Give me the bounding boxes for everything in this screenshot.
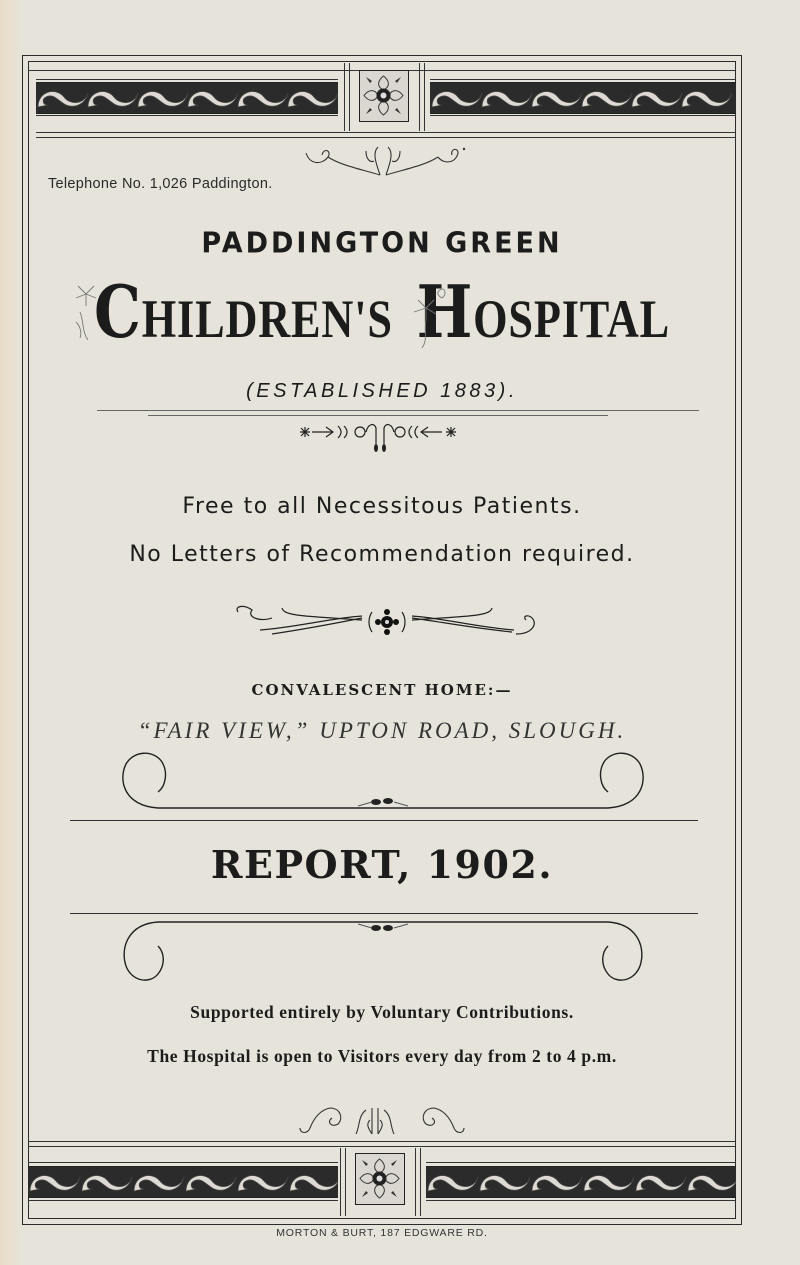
scroll-foliage-band-right: [426, 1166, 736, 1198]
top-band-rule-lower-left: [36, 115, 338, 116]
lily-flower-icon: [72, 282, 112, 342]
scroll-flourish-icon: [300, 143, 470, 179]
top-pillar-left: [344, 63, 345, 131]
bottom-rosette-tile: [355, 1153, 405, 1205]
footer-top-rule-2: [28, 1146, 736, 1147]
scroll-foliage-band-left: [28, 1166, 338, 1198]
scroll-bracket-top-icon: [118, 750, 648, 815]
printer-imprint: MORTON & BURT, 187 EDGWARE RD.: [276, 1227, 488, 1239]
top-band-rule-upper-right: [430, 79, 736, 80]
rosette-icon: [356, 1154, 403, 1203]
scroll-bracket-bottom-icon: [118, 918, 648, 988]
arrow-scroll-flourish-icon: [296, 418, 478, 454]
top-pillar-right-2: [424, 63, 425, 131]
lily-flower-icon: [410, 280, 450, 350]
scroll-foliage-band-left: [36, 82, 338, 114]
header-bottom-rule-2: [36, 137, 736, 138]
divider-rule-2: [148, 415, 608, 416]
illuminated-initial-c: C: [93, 269, 142, 354]
report-rule-bottom: [70, 913, 698, 914]
voluntary-contributions-line: Supported entirely by Voluntary Contributions.: [190, 1002, 574, 1022]
no-letters-required: No Letters of Recommendation required.: [129, 542, 635, 567]
title-word-childrens: HILDREN'S: [141, 289, 393, 349]
bottom-pillar-right-2: [420, 1148, 421, 1216]
top-band-rule-upper-left: [36, 79, 338, 80]
scroll-foliage-band-right: [430, 82, 736, 114]
bottom-band-rule-lower-left: [28, 1200, 338, 1201]
bottom-band-rule-upper-right: [426, 1162, 736, 1163]
illuminated-initial-h: H: [416, 269, 474, 354]
rosette-icon: [360, 71, 407, 120]
top-pillar-right: [419, 63, 420, 131]
top-rosette-tile: [359, 70, 409, 122]
bottom-pillar-left-2: [345, 1148, 346, 1216]
report-rule-top: [70, 820, 698, 821]
top-band-rule-lower-right: [430, 115, 736, 116]
free-to-necessitous-patients: Free to all Necessitous Patients.: [182, 494, 582, 519]
convalescent-home-heading: CONVALESCENT HOME:—: [251, 681, 513, 699]
bottom-band-rule-upper-left: [28, 1162, 338, 1163]
top-pillar-left-2: [349, 63, 350, 131]
divider-rule-1: [97, 410, 699, 411]
title-word-hospital: OSPITAL: [473, 289, 671, 349]
title-childrens-hospital: [69, 269, 695, 354]
footer-top-rule-1: [28, 1141, 736, 1142]
convalescent-home-address: “FAIR VIEW,” UPTON ROAD, SLOUGH.: [137, 718, 627, 743]
title-paddington-green: PADDINGTON GREEN: [201, 227, 563, 260]
bottom-band-rule-lower-right: [426, 1200, 736, 1201]
floral-swash-icon: [232, 602, 542, 652]
visiting-hours-line: The Hospital is open to Visitors every day from 2 to 4 p.m.: [147, 1046, 617, 1066]
scroll-flourish-icon: [296, 1104, 468, 1138]
bottom-pillar-right: [415, 1148, 416, 1216]
telephone-number: Telephone No. 1,026 Paddington.: [48, 176, 273, 192]
report-title: REPORT, 1902.: [210, 842, 554, 887]
paper-edge: [0, 0, 24, 1265]
bottom-pillar-left: [340, 1148, 341, 1216]
header-bottom-rule-1: [36, 132, 736, 133]
established-date: (ESTABLISHED 1883).: [246, 380, 518, 402]
